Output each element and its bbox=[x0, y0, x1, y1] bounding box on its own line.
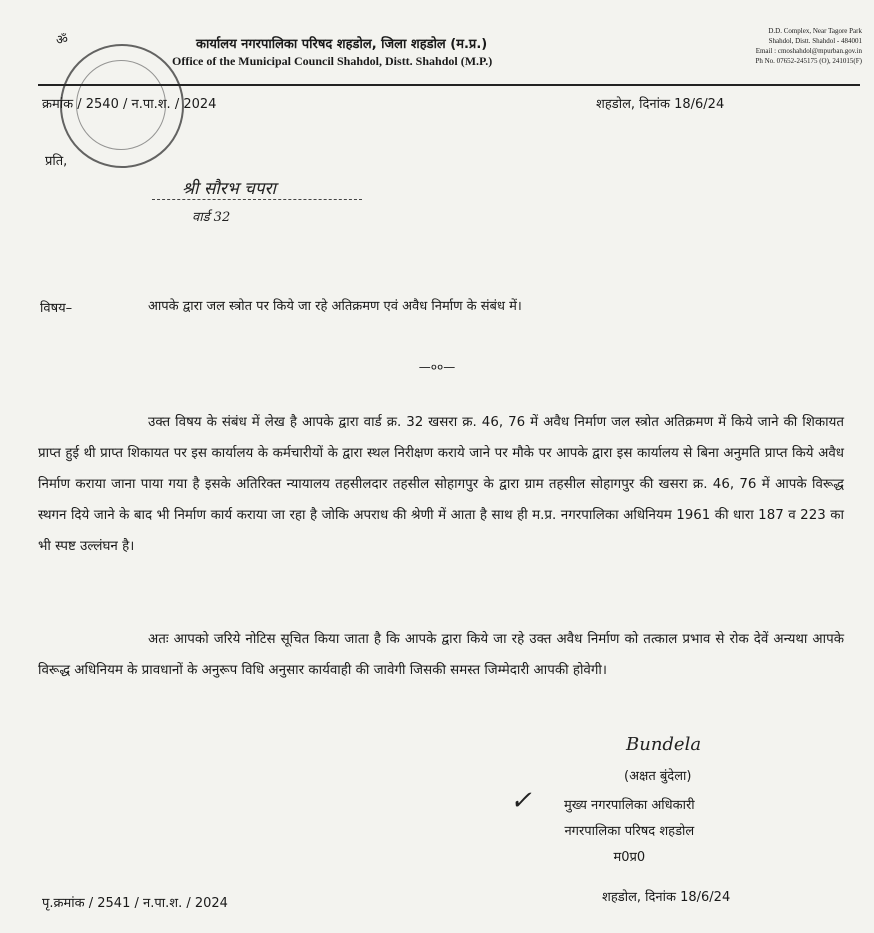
office-address-block bbox=[656, 26, 862, 66]
body-paragraph-2: अतः आपको जरिये नोटिस सूचित किया जाता है कि आपके द्वारा किये जा रहे उक्त अवैध निर्माण को तत्काल प्रभाव से रोक देवें अन्यथा आपके विरूद्ध अधिनियम के प्रावधानों के अनुरूप विधि अनुसार कार्यवाही की जावेगी जिसकी समस्त जिम्मेदारी आपकी होवेगी। bbox=[38, 632, 844, 678]
office-name-english: Office of the Municipal Council Shahdol, Distt. Shahdol (M.P.) bbox=[172, 54, 493, 68]
initial-mark: ✓ bbox=[510, 786, 532, 816]
to-label: प्रति, bbox=[45, 154, 68, 169]
handwritten-signature: Bundela bbox=[626, 734, 702, 755]
signatory-name: (अक्षत बुंदेला) bbox=[624, 769, 692, 784]
subject-label: विषय– bbox=[40, 301, 73, 316]
header-divider bbox=[38, 84, 860, 86]
address-line: D.D. Complex, Near Tagore Park bbox=[768, 27, 862, 35]
signatory-state: म0प्र0 bbox=[613, 850, 646, 865]
signatory-designation bbox=[564, 793, 695, 871]
reference-number: क्रमांक / 2540 / न.पा.श. / 2024 bbox=[42, 97, 217, 112]
letter-date: शहडोल, दिनांक 18/6/24 bbox=[596, 97, 725, 112]
phone-line: Ph No. 07652-245175 (O), 241015(F) bbox=[755, 57, 862, 65]
signatory-office: नगरपालिका परिषद शहडोल bbox=[564, 824, 695, 839]
addressee-name: श्री सौरभ चपरा bbox=[182, 179, 276, 199]
endorsement-reference-number: पृ.क्रमांक / 2541 / न.पा.श. / 2024 bbox=[42, 896, 228, 911]
body-paragraph-1: उक्त विषय के संबंध में लेख है आपके द्वारा वार्ड क्र. 32 खसरा क्र. 46, 76 में अवैध निर्माण जल स्त्रोत अतिक्रमण में किये जाने की शिकायत प्राप्त हुई थी प्राप्त शिकायत पर इस कार्यालय के कर्मचारीयों के द्वारा स्थल निरीक्षण कराये जाने पर मौके पर आपके द्वारा इस कार्यालय से बिना अनुमति प्राप्त किये अवैध निर्माण कराया जाना पाया गया है इसके अतिरिक्त न्यायालय तहसीलदार तहसील सोहागपुर के द्वारा ग्राम तहसील सोहागपुर की खसरा क्र. 46, 76 में आपके विरूद्ध स्थगन दिये जाने के बाद भी निर्माण कार्य कराया जा रहा है जोकि अपराध की श्रेणी में आता है साथ ही म.प्र. नगरपालिका अधिनियम 1961 की धारा 187 व 223 का भी स्पष्ट उल्लंघन है। bbox=[38, 415, 844, 554]
endorsement-date: शहडोल, दिनांक 18/6/24 bbox=[602, 890, 731, 905]
email-line: Email : cmoshahdol@mpurban.gov.in bbox=[755, 47, 862, 55]
subject-text: आपके द्वारा जल स्त्रोत पर किये जा रहे अतिक्रमण एवं अवैध निर्माण के संबंध में। bbox=[148, 299, 522, 314]
addressee-dotted-line bbox=[152, 199, 362, 200]
emblem-symbol: ॐ bbox=[56, 33, 68, 48]
addressee-ward: वार्ड 32 bbox=[192, 210, 231, 225]
section-separator: —००— bbox=[418, 360, 456, 374]
office-name-hindi: कार्यालय नगरपालिका परिषद शहडोल, जिला शहडोल (म.प्र.) bbox=[196, 37, 488, 52]
address-line: Shahdol, Distt. Shahdol - 484001 bbox=[768, 37, 862, 45]
signatory-title: मुख्य नगरपालिका अधिकारी bbox=[564, 798, 695, 813]
